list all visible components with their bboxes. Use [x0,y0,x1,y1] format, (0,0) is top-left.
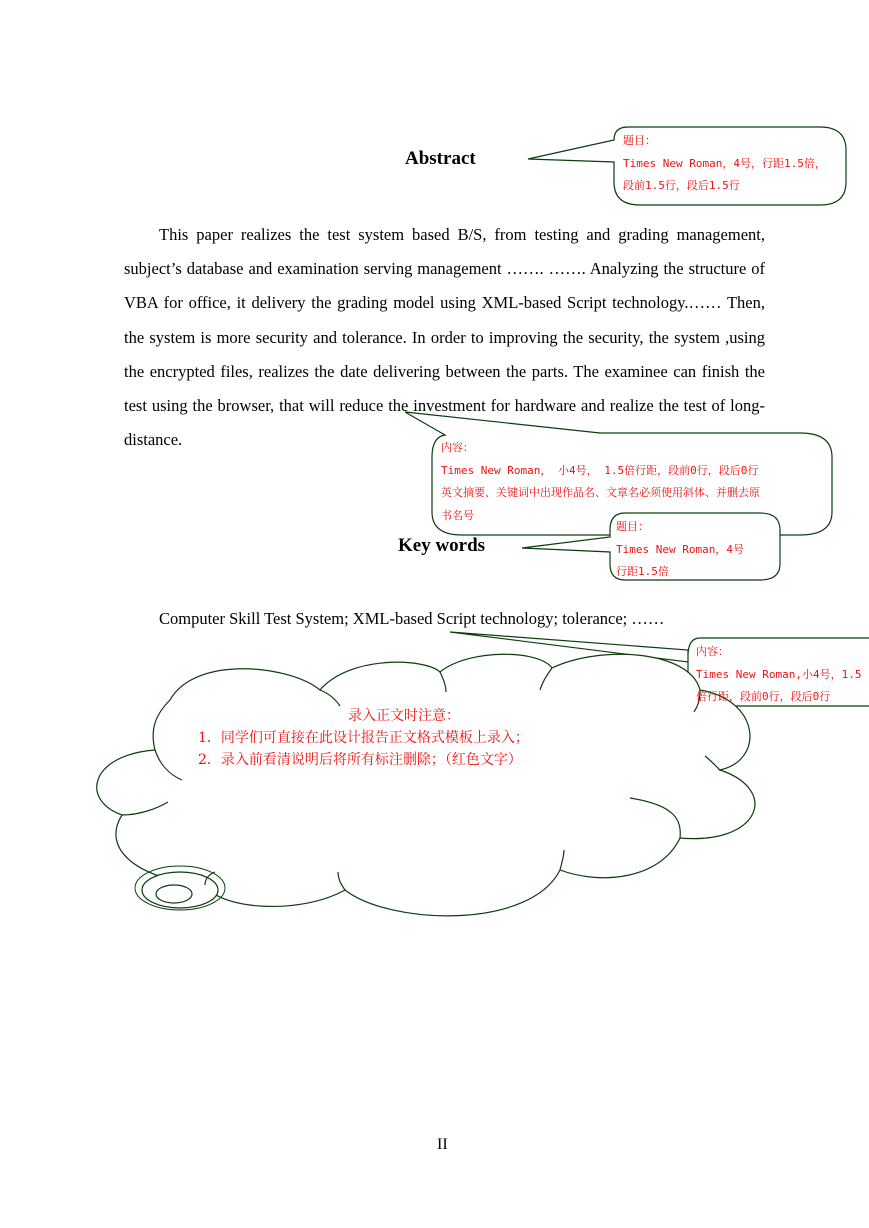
callout-keywords-title [616,516,776,578]
abstract-body-text: This paper realizes the test system based B/S, from testing and grading management, subject’s database and examination serving management ……. ……. Analyzing the structure of VBA for office, it delivery the grading model using XML-based Script technology.…… Then, the system is more security and tolerance. In order to improving the security, the system ,using the encrypted files, realizes the date delivering between the parts. The examinee can finish the test using the browser, that will reduce the investment for hardware and realize the test of long-distance. [124,225,765,450]
callout-line: Times New Roman,小4号，1.5 [696,667,862,681]
keywords-body: Computer Skill Test System; XML-based Script technology; tolerance; …… [159,609,665,628]
callout-line: Times New Roman， 小4号， 1.5倍行距，段前0行，段后0行 [441,463,759,477]
callout-line: Times New Roman，4号 [616,542,744,556]
callout-line: 内容： [696,645,729,658]
abstract-title: Abstract [405,148,476,169]
callout-line: 英文摘要、关键词中出现作品名、文章名必须使用斜体、并删去原 [441,486,760,500]
callout-line: Times New Roman，4号，行距1.5倍， [623,156,826,170]
cloud-note-item-1: 1．同学们可直接在此设计报告正文格式模板上录入； [198,730,529,746]
callout-line: 段前1.5行，段后1.5行 [623,179,740,193]
callout-line: 题目： [616,520,649,533]
callout-line: 书名号 [441,508,474,522]
callout-line: 题目： [623,134,656,147]
callout-abstract-title [623,130,843,202]
cloud-note-item-2: 2．录入前看清说明后将所有标注删除；（红色文字） [198,752,522,768]
callout-line: 内容： [441,441,474,454]
cloud-note-title: 录入正文时注意： [348,708,460,724]
page-number: II [437,1136,448,1153]
callout-line: 倍行距，段前0行，段后0行 [696,690,831,704]
cloud-shape [97,654,755,916]
callout-line: 行距1.5倍 [616,565,669,578]
keywords-title: Key words [398,535,486,556]
callout-keywords-content [696,641,869,707]
